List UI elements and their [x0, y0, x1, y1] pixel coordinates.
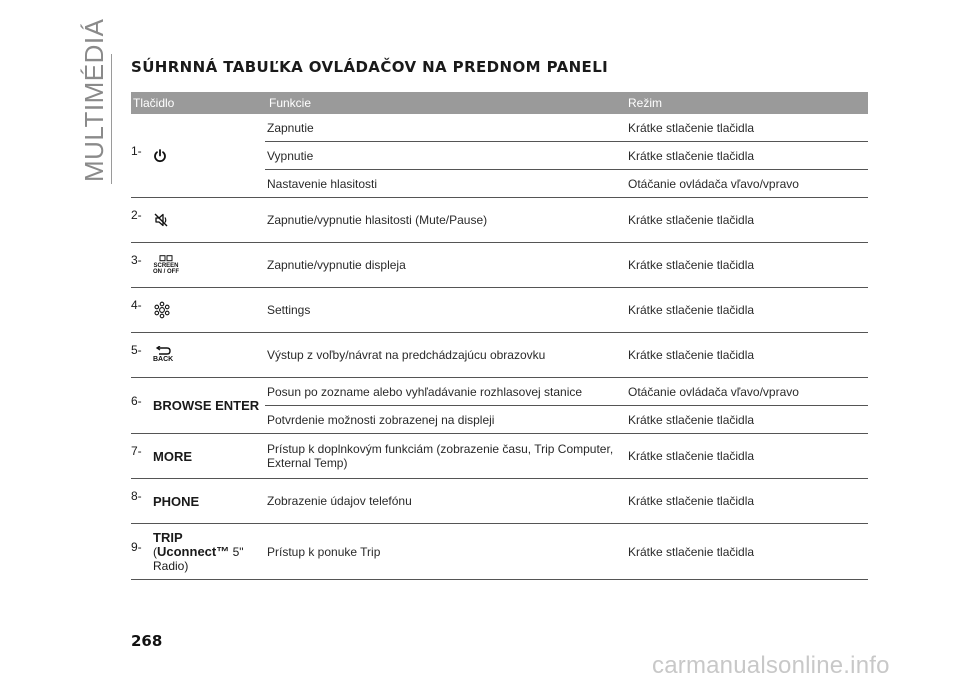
table-row — [265, 405, 868, 433]
table-row — [265, 333, 868, 377]
table-row — [265, 169, 868, 197]
table-row — [265, 141, 868, 169]
table-row-group-9 — [131, 524, 868, 580]
back-icon-text: BACK — [153, 356, 174, 363]
trip-label-radio: Radio) — [153, 558, 189, 573]
table-row-group-4 — [131, 288, 868, 333]
page-number: 268 — [131, 632, 163, 650]
row-number: 9- — [131, 539, 142, 554]
row-number: 3- — [131, 253, 142, 267]
screen-onoff-icon — [153, 255, 179, 275]
button-cell — [131, 479, 265, 523]
row-number: 4- — [131, 298, 142, 312]
section-side-label: MULTIMÉDIÁ — [79, 18, 109, 182]
mode-cell: Krátke stlačenie tlačidla — [628, 544, 755, 559]
more-label: MORE — [153, 448, 192, 464]
function-cell: Výstup z voľby/návrat na predchádzajúcu obrazovku — [267, 348, 546, 362]
back-icon — [153, 346, 173, 364]
power-icon — [153, 149, 167, 163]
header-button: Tlačidlo — [133, 96, 175, 110]
table-row-group-1 — [131, 114, 868, 198]
button-cell — [131, 378, 265, 433]
mode-cell: Otáčanie ovládača vľavo/vpravo — [628, 384, 799, 399]
table-row — [265, 243, 868, 287]
function-cell: Prístup k doplnkovým funkciám (zobrazenie času, Trip Computer, External Temp) — [267, 442, 614, 470]
function-cell: Zapnutie — [267, 120, 314, 135]
mode-cell: Krátke stlačenie tlačidla — [628, 258, 755, 272]
mode-cell: Krátke stlačenie tlačidla — [628, 120, 755, 135]
function-cell: Posun po zozname alebo vyhľadávanie rozhlasovej stanice — [267, 384, 583, 399]
table-row-group-7 — [131, 434, 868, 479]
page-title: SÚHRNNÁ TABUĽKA OVLÁDAČOV NA PREDNOM PANELI — [131, 58, 609, 76]
button-cell — [131, 198, 265, 242]
trip-label — [153, 531, 244, 573]
controls-table — [131, 92, 868, 580]
function-cell: Zapnutie/vypnutie hlasitosti (Mute/Pause) — [267, 213, 488, 227]
table-row — [265, 378, 868, 405]
function-cell: Nastavenie hlasitosti — [267, 176, 378, 191]
mode-cell: Krátke stlačenie tlačidla — [628, 148, 755, 163]
table-row — [265, 198, 868, 242]
table-row — [265, 434, 868, 478]
mode-cell: Krátke stlačenie tlačidla — [628, 348, 755, 362]
table-row-group-3 — [131, 243, 868, 288]
watermark: carmanualsonline.info — [652, 652, 890, 679]
button-cell — [131, 434, 265, 478]
table-row — [265, 479, 868, 523]
table-row-group-8 — [131, 479, 868, 524]
button-cell — [131, 524, 265, 579]
button-cell — [131, 243, 265, 287]
browse-enter-label: BROWSE ENTER — [153, 398, 260, 413]
table-row-group-2 — [131, 198, 868, 243]
mute-icon — [153, 212, 169, 228]
mode-cell: Krátke stlačenie tlačidla — [628, 494, 755, 508]
gear-icon — [153, 301, 171, 319]
header-mode: Režim — [628, 96, 663, 110]
row-number: 2- — [131, 208, 142, 222]
trip-label-open: ( — [153, 544, 157, 559]
button-cell — [131, 333, 265, 377]
function-cell: Zobrazenie údajov telefónu — [267, 494, 412, 508]
function-cell: Zapnutie/vypnutie displeja — [267, 258, 406, 272]
button-cell — [131, 114, 265, 197]
trip-label-size: 5" — [229, 544, 244, 559]
table-header — [131, 92, 868, 114]
mode-cell: Krátke stlačenie tlačidla — [628, 303, 755, 317]
header-function: Funkcie — [269, 96, 312, 110]
trip-label-main: TRIP — [153, 529, 183, 545]
table-row — [265, 114, 868, 141]
mode-cell: Krátke stlačenie tlačidla — [628, 412, 755, 427]
mode-cell: Krátke stlačenie tlačidla — [628, 213, 755, 227]
phone-label: PHONE — [153, 493, 200, 509]
onoff-icon-text: ON / OFF — [153, 269, 179, 275]
row-number: 1- — [131, 143, 142, 158]
screen-icon-text: SCREEN — [153, 263, 179, 269]
function-cell: Prístup k ponuke Trip — [267, 544, 381, 559]
function-cell: Vypnutie — [267, 148, 314, 163]
table-row — [265, 288, 868, 332]
mode-cell: Otáčanie ovládača vľavo/vpravo — [628, 176, 799, 191]
table-row — [265, 524, 868, 579]
row-number: 5- — [131, 343, 142, 357]
row-number: 7- — [131, 444, 142, 458]
side-divider — [111, 54, 112, 184]
table-row-group-5 — [131, 333, 868, 378]
row-number: 8- — [131, 489, 142, 503]
mode-cell: Krátke stlačenie tlačidla — [628, 449, 755, 463]
button-cell — [131, 288, 265, 332]
table-row-group-6 — [131, 378, 868, 434]
function-cell: Settings — [267, 303, 311, 317]
function-cell: Potvrdenie možnosti zobrazenej na displeji — [267, 412, 495, 427]
row-number: 6- — [131, 393, 142, 408]
trip-label-uconnect: Uconnect™ — [157, 543, 230, 559]
